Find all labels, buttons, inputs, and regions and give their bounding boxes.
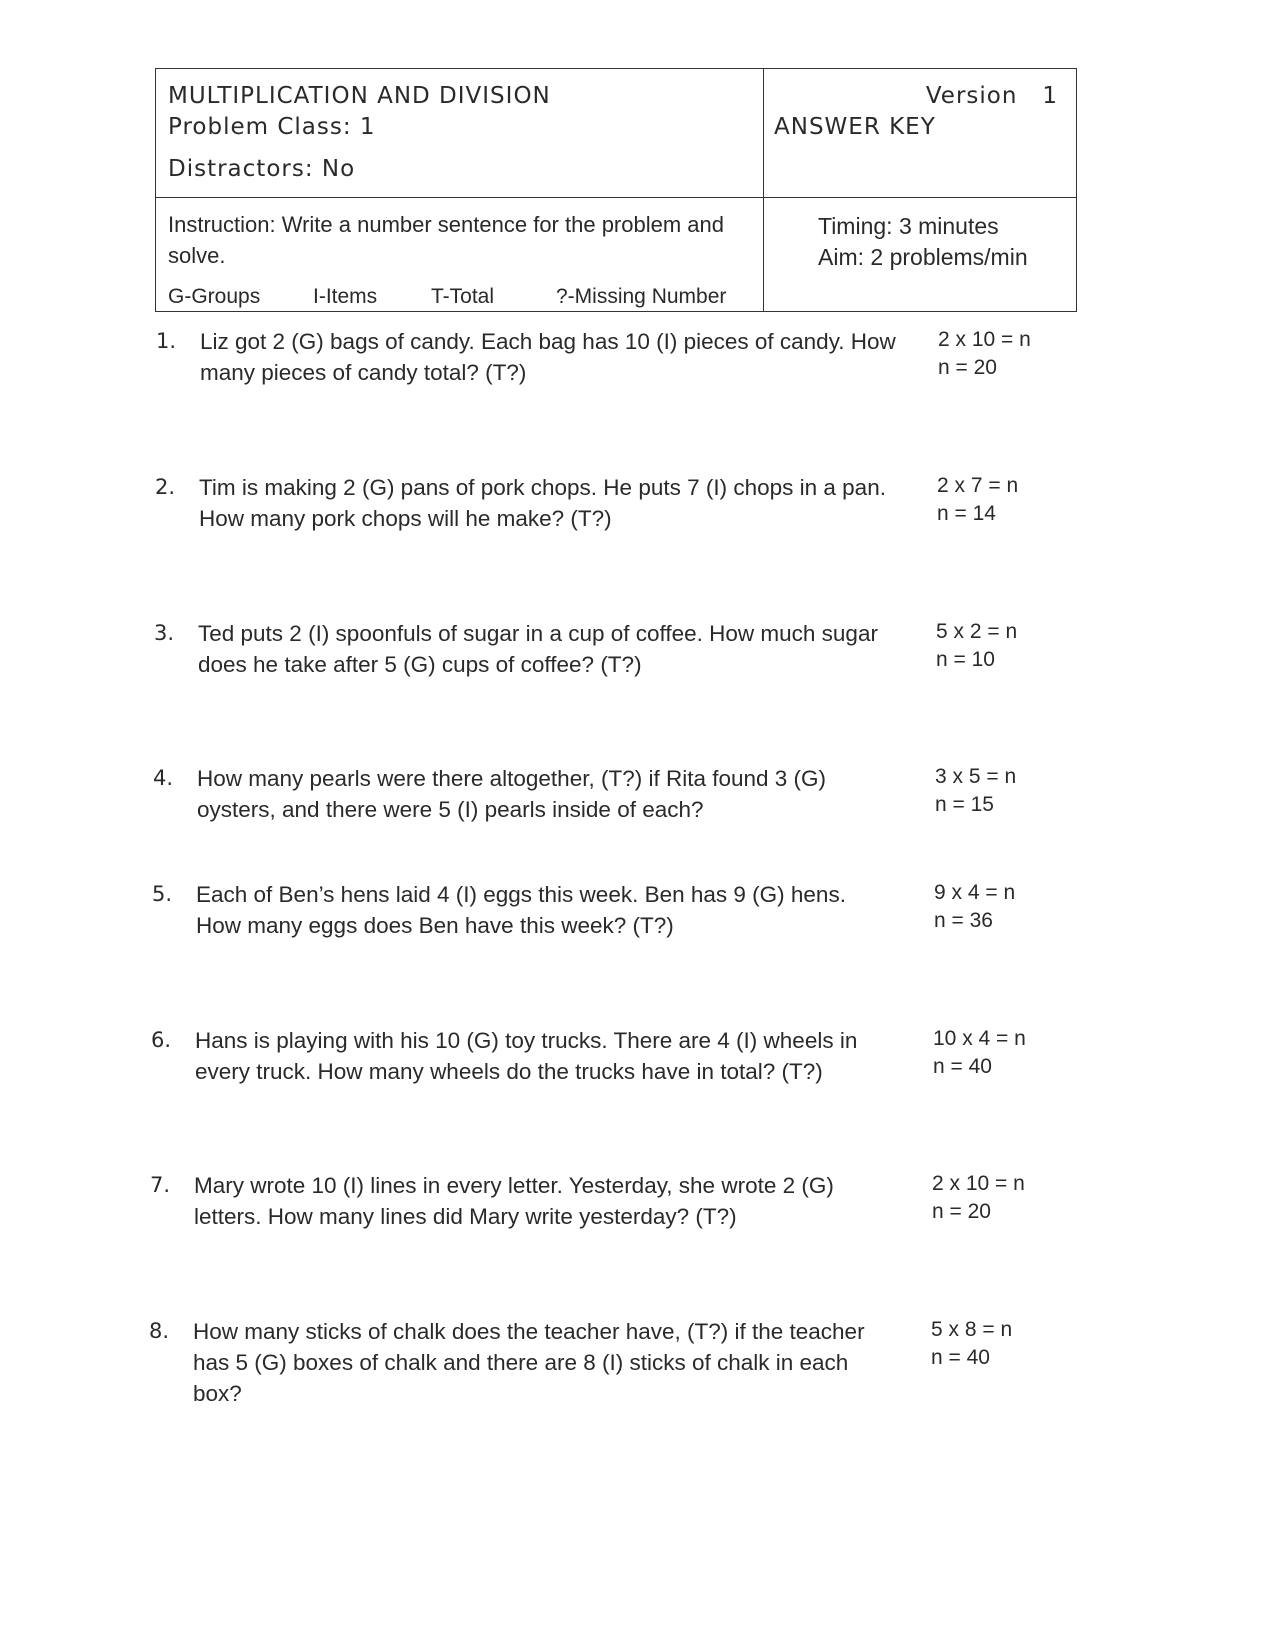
answer-solution: n = 20 bbox=[938, 356, 997, 379]
answer-equation: 2 x 10 = n bbox=[932, 1172, 1025, 1195]
answer-solution: n = 36 bbox=[934, 909, 993, 932]
problem-text: Mary wrote 10 (I) lines in every letter. Yesterday, she wrote 2 (G) letters. How many lines did Mary write yesterday? (T?) bbox=[194, 1173, 834, 1229]
answer-equation: 2 x 10 = n bbox=[938, 328, 1031, 351]
legend-missing: ?-Missing Number bbox=[556, 285, 727, 308]
problem-text: How many pearls were there altogether, (T?) if Rita found 3 (G) oysters, and there were 5 (I) pearls inside of each? bbox=[197, 766, 827, 822]
problem-text: Each of Ben’s hens laid 4 (I) eggs this week. Ben has 9 (G) hens. How many eggs does Ben have this week? (T?) bbox=[196, 882, 846, 938]
answer-equation: 10 x 4 = n bbox=[933, 1027, 1026, 1050]
answer-equation: 9 x 4 = n bbox=[934, 881, 1016, 904]
answer bbox=[934, 879, 1084, 935]
problem-number: 5. bbox=[152, 882, 173, 906]
answer-key-label: ANSWER KEY bbox=[774, 114, 936, 140]
problem-number: 3. bbox=[154, 621, 175, 645]
answer bbox=[931, 1316, 1081, 1372]
problem-number: 6. bbox=[151, 1028, 172, 1052]
answer-equation: 2 x 7 = n bbox=[937, 474, 1019, 497]
distractors: Distractors: No bbox=[168, 156, 356, 182]
problem-number: 7. bbox=[150, 1173, 171, 1197]
problem-number: 8. bbox=[149, 1319, 170, 1343]
problem-number: 2. bbox=[155, 475, 176, 499]
version-label: Version 1 bbox=[925, 83, 1058, 109]
instruction-text: Instruction: Write a number sentence for the problem and solve. bbox=[168, 212, 724, 268]
timing-text: Timing: 3 minutes bbox=[818, 213, 999, 239]
answer bbox=[938, 326, 1088, 382]
answer-solution: n = 20 bbox=[932, 1200, 991, 1223]
answer bbox=[937, 472, 1087, 528]
answer bbox=[936, 618, 1086, 674]
answer-solution: n = 10 bbox=[936, 648, 995, 671]
answer-equation: 3 x 5 = n bbox=[935, 765, 1017, 788]
answer-solution: n = 14 bbox=[937, 502, 996, 525]
aim-text: Aim: 2 problems/min bbox=[818, 244, 1028, 270]
worksheet-title: MULTIPLICATION AND DIVISION bbox=[168, 83, 551, 109]
problem-text: Ted puts 2 (I) spoonfuls of sugar in a cup of coffee. How much sugar does he take after 5 (G) cups of coffee? (T?) bbox=[198, 621, 878, 677]
answer bbox=[932, 1170, 1082, 1226]
answer bbox=[935, 763, 1085, 819]
answer-solution: n = 40 bbox=[933, 1055, 992, 1078]
legend-items: I-Items bbox=[313, 285, 378, 308]
problem-text: Tim is making 2 (G) pans of pork chops. He puts 7 (I) chops in a pan. How many pork chops will he make? (T?) bbox=[199, 475, 886, 531]
answer-equation: 5 x 8 = n bbox=[931, 1318, 1013, 1341]
legend-total: T-Total bbox=[431, 285, 495, 308]
answer-solution: n = 15 bbox=[935, 793, 994, 816]
answer-solution: n = 40 bbox=[931, 1346, 990, 1369]
answer bbox=[933, 1025, 1083, 1081]
problem-text: Hans is playing with his 10 (G) toy trucks. There are 4 (I) wheels in every truck. How many wheels do the trucks have in total? (T?) bbox=[195, 1028, 858, 1084]
problem-number: 4. bbox=[153, 766, 174, 790]
legend-groups: G-Groups bbox=[168, 285, 261, 308]
answer-equation: 5 x 2 = n bbox=[936, 620, 1018, 643]
problem-text: How many sticks of chalk does the teacher have, (T?) if the teacher has 5 (G) boxes of chalk and there are 8 (I) sticks of chalk in each box? bbox=[193, 1319, 865, 1406]
problem-number: 1. bbox=[156, 329, 177, 353]
problem-text: Liz got 2 (G) bags of candy. Each bag has 10 (I) pieces of candy. How many pieces of candy total? (T?) bbox=[200, 329, 896, 385]
problem-class: Problem Class: 1 bbox=[168, 114, 376, 140]
